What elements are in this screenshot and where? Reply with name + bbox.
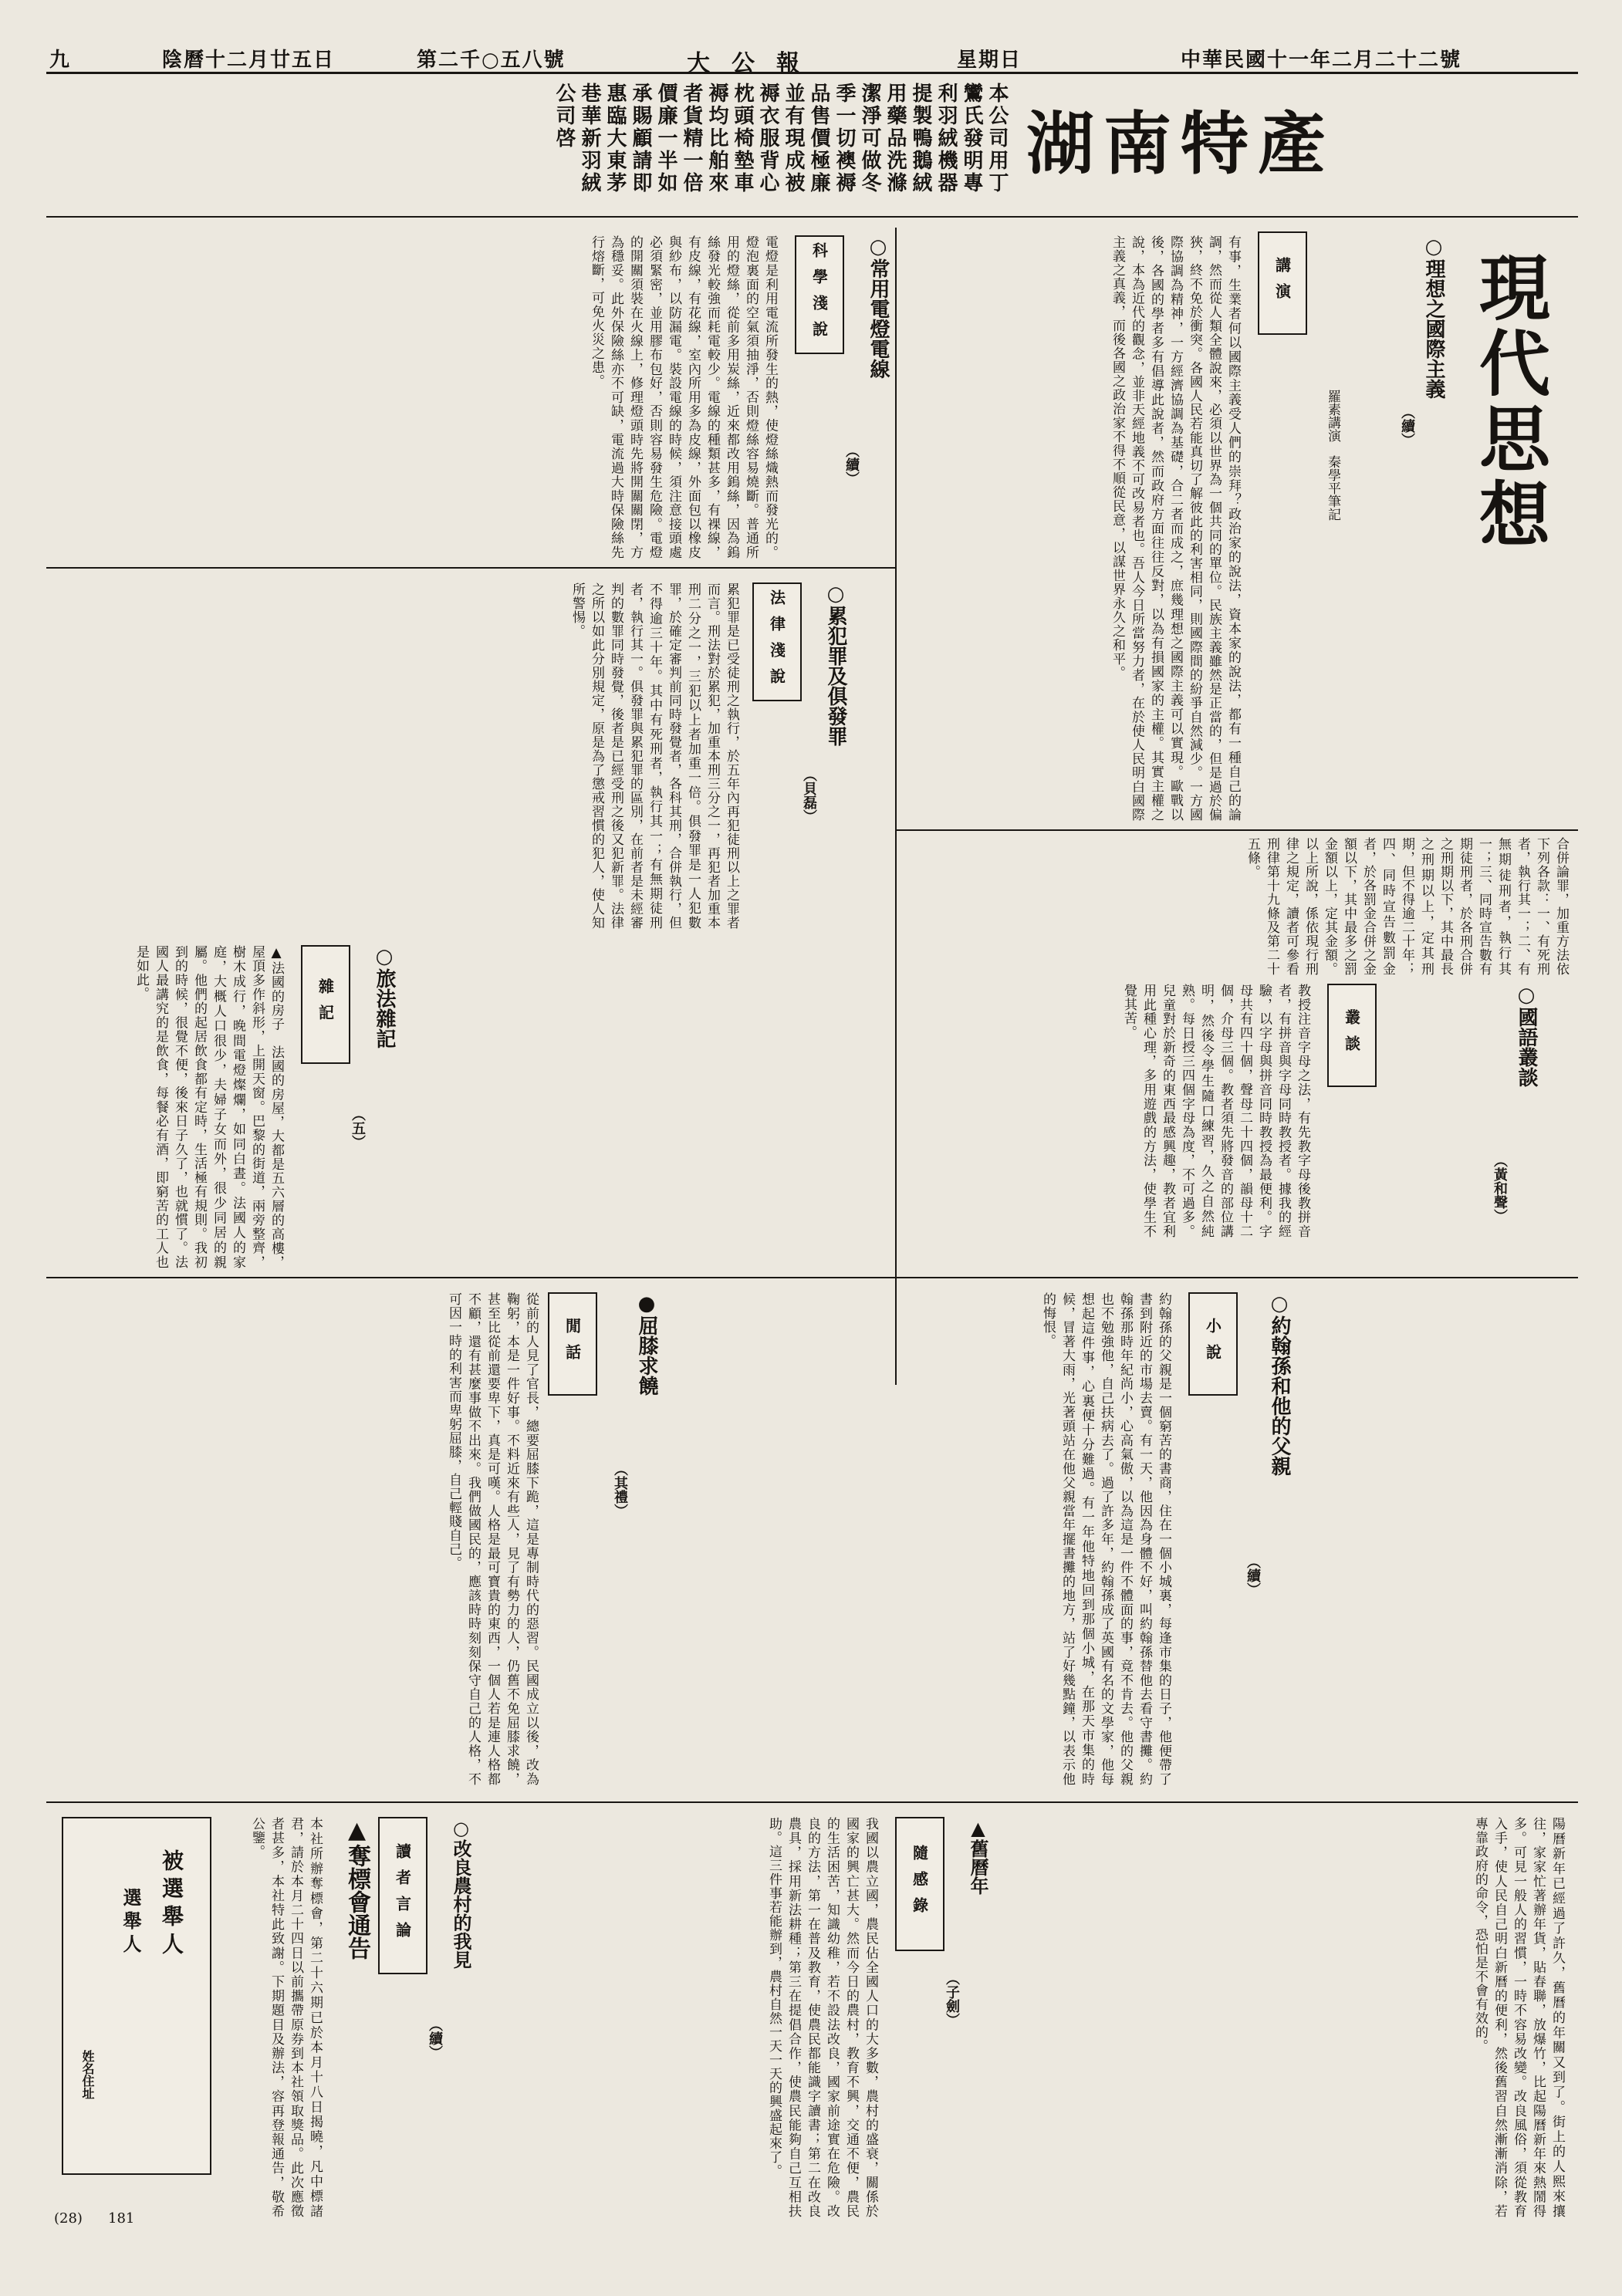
science-sub: （續） xyxy=(843,444,860,485)
essay-box: 隨感錄 xyxy=(895,1817,944,1951)
law-box: 法律淺說 xyxy=(752,582,802,701)
essay-sub: （子劍） xyxy=(944,1971,960,2027)
column-rule xyxy=(895,228,897,1385)
essay-headline: ▲舊曆年 xyxy=(967,1817,989,1895)
travel-box: 雜記 xyxy=(301,945,350,1064)
divider-3 xyxy=(46,1277,1578,1278)
reader-headline: ○改良農村的我見 xyxy=(450,1817,472,1969)
law-sub: （貝磊） xyxy=(801,768,817,823)
gregorian-date: 中華民國十一年二月二十二號 xyxy=(1181,49,1462,72)
essay-body: 陽曆新年已經過了許久，舊曆的年關又到了。街上的人熙來攘往，家家忙著辦年貨，貼春聯，放爆竹，比起陽曆新年來熱鬧得多。可見一般人的習慣，一時不容易改變。改良風俗，須從教育入手，使人民自己明白新曆的便利，然後舊習自然漸漸消除，若專靠政府的命令，恐怕是不會有效的。 xyxy=(1472,1817,1565,2218)
reader-box: 讀者言論 xyxy=(378,1817,427,1974)
science-box: 科學淺說 xyxy=(795,235,844,354)
weekday: 星期日 xyxy=(957,49,1022,72)
chat-box: 閒話 xyxy=(548,1292,597,1396)
travel-headline: ○旅法雜記 xyxy=(373,945,396,1048)
law-body: 累犯罪是已受徒刑之執行，於五年內再犯徒刑以上之罪者而言。刑法對於累犯，加重本刑三分之一，再犯者加重本刑二分之一，三犯以上者加重一倍。俱發罪是一人犯數罪，於確定審判前同時發覺者，各科其刑，合併執行，但不得逾三十年。其中有死刑者，執行其一；有無期徒刑者，執行其一。俱發罪與累犯罪的區別，在前者是未經審判的數罪同時發覺，後者是已經受刑之後又犯新罪。法律之所以如此分別規定，原是為了懲戒習慣的犯人，使人知所警惕。 xyxy=(569,582,739,930)
chat-body: 從前的人見了官長，總要屈膝下跪，這是專制時代的惡習。民國成立以後，改為鞠躬，本是一件好事。不料近來有些人，見了有勢力的人，仍舊不免屈膝求饒，甚至比從前還要卑下，真是可嘆。人格是最可寶貴的東西，一個人若是連人格都不顧，還有甚麼事做不出來。我們做國民的，應該時時刻刻保守自己的人格，不可因一時的利害而卑躬屈膝，自己輕賤自己。 xyxy=(446,1292,539,1786)
law-headline: ○累犯罪及俱發罪 xyxy=(824,582,847,746)
law-cont-body: 合併論罪，加重方法依下列各款：一、有死刑者，執行其一；二、有無期徒刑者，執行其一；三、同時宣告數有期徒刑者，於各刑合併之刑期以下，其中最長之刑期以上，定其刑期，但不得逾二十年；四、同時宣告數罰金者，於各罰金合併之金額以下，其中最多之罰金額以上，定其金額。以上所說，係依現行刑律之規定，讀者可參看刑律第十九條及第二十五條。 xyxy=(1245,837,1569,976)
footer-page-no: (28) xyxy=(54,2210,83,2227)
chat-headline: ●屈膝求饒 xyxy=(635,1292,658,1396)
ad-divider xyxy=(46,216,1578,218)
paper-name: 大公報 xyxy=(687,50,821,77)
ballot-voter: 選舉人 xyxy=(120,1888,142,1957)
newspaper-page xyxy=(46,42,1578,2234)
divider-4 xyxy=(46,1801,1578,1803)
travel-sub: （五） xyxy=(350,1107,366,1149)
masthead xyxy=(46,42,1578,77)
modern-body: 有事，生業者何以國際主義受人們的崇拜？政治家的說法，資本家的說法，都有一種自己的論調，然而從人類全體說來，必須以世界為一個共同的單位。民族主義雖然是正當的，但是過於偏狹，終不免於衝突。各國人民若能真切了解彼此的利害相同，則國際間的紛爭自然減少。一方國際協調為精神，一方經濟協調為基礎，合二者而成之，庶幾理想之國際主義可以實現。歐戰以後，各國的學者多有倡導此說者，然而政府方面往往反對，以為有損國家的主權。其實主權之說，本為近代的觀念，並非天經地義不可改易者也。吾人今日所當努力者，在於使人民明白國際主義之真義，而後各國之政治家不得不順從民意，以謀世界永久之和平。 xyxy=(1110,235,1241,822)
notice-headline: ▲奪標會通告 xyxy=(343,1817,370,1960)
modern-byline: 羅素講演 秦學平筆記 xyxy=(1325,390,1340,521)
divider-1 xyxy=(46,567,895,569)
modern-title: 現代思想 xyxy=(1468,251,1551,553)
page-number: 九 xyxy=(49,49,72,72)
lang-sub: （黃和聲） xyxy=(1492,1153,1508,1223)
reader-body: 我國以農立國，農民佔全國人口的大多數，農村的盛衰，關係於國家的興亡甚大。然而今日的農村，教育不興，交通不便，農民的生活困苦，知識幼稚，若不設法改良，國家前途實在危險。改良的方法，第一在普及教育，使農民都能識字讀書；第二在改良農具，採用新法耕種；第三在提倡合作，使農民能夠自己互相扶助。這三件事若能辦到，農村自然一天一天的興盛起來了。 xyxy=(766,1817,878,2218)
lang-box: 叢談 xyxy=(1327,984,1377,1087)
modern-headline: ○理想之國際主義 xyxy=(1422,235,1445,399)
notice-body: 本社所辦奪標會，第二十六期已於本月十八日揭曉，凡中標諸君，請於本月二十四日以前攜帶原券到本社領取獎品。此次應徵者甚多，本社特此致謝。下期題目及辦法，容再登報通告，敬希 公鑒。 xyxy=(249,1817,323,2232)
ballot-sign: 姓名住址 xyxy=(80,2050,95,2099)
ballot-ticket xyxy=(62,1817,211,2175)
travel-body: ▲法國的房子 法國的房屋，大都是五六層的高樓，屋頂多作斜形，上開天窗。巴黎的街道，兩旁整齊，樹木成行，晚間電燈燦爛，如同白晝。法國人的家庭，大概人口很少，夫婦子女而外，很少同居的親屬。他們的起居飲食都有定時，生活極有規則。我初到的時候，很覺不便，後來日子久了，也就慣了。法國人最講究的是飲食，每餐必有酒，即窮苦的工人也是如此。 xyxy=(133,945,284,1269)
novel-sub: （續） xyxy=(1245,1555,1261,1596)
novel-box: 小說 xyxy=(1188,1292,1238,1396)
ad-body: 本公司用丁鸞氏發明專利羽絨機器提製鴨鵝絨用藥品洗滌潔淨可做冬季一切襖褥品售價極廉並有現成被褥衣服背心枕頭椅墊車褥均比舶來者貨精一倍價廉一半如承賜顧請即惠臨大東茅巷華新羽絨公司啓 xyxy=(552,83,1009,194)
divider-2 xyxy=(895,829,1578,831)
lang-body: 教授注音字母之法，有先教字母後教拼音者，有拼音與字母同時教授者。據我的經驗，以字母與拼音同時教授為最便利。字母共有四十個，聲母二十四個，韻母十二個，介母三個。教者須先將發音的部位講明，然後令學生隨口練習，久之自然純熟。每日授三四個字母為度，不可過多。兒童對於新奇的東西最感興趣，教者宜利用此種心理，多用遊戲的方法，使學生不覺其苦。 xyxy=(1121,984,1310,1238)
chat-sub: （其禮） xyxy=(612,1462,628,1518)
lang-headline: ○國語叢談 xyxy=(1515,984,1538,1087)
ballot-title: 被選舉人 xyxy=(159,1849,184,1960)
issue-number: 第二千○五八號 xyxy=(417,49,566,72)
modern-box: 講演 xyxy=(1258,231,1307,335)
ad-title: 湖南特產 xyxy=(1026,103,1336,184)
science-body: 電燈是利用電流所發生的熱，使燈絲熾熱而發光的。燈泡裏面的空氣須抽淨，否則燈絲容易燒斷。普通所用的燈絲，從前多用炭絲，近來都改用鎢絲，因為鎢絲發光較強而耗電較少。電線的種類甚多，有裸線，有皮線，有花線，室內所用多為皮線，外面包以橡皮與紗布，以防漏電。裝設電線的時候，須注意接頭處必須緊密，並用膠布包好，否則容易發生危險。電燈的開關須裝在火線上，修理燈頭時先將開關關閉，方為穩妥。此外保險絲亦不可缺，電流過大時保險絲先行熔斷，可免火災之患。 xyxy=(589,235,778,559)
footer-ref: 181 xyxy=(108,2210,135,2227)
novel-body: 約翰孫的父親是一個窮苦的書商，住在一個小城裏，每逢市集的日子，他便帶了書到附近的市場去賣。有一天，他因為身體不好，叫約翰孫替他去看守書攤。約翰孫那時年紀尚小，心高氣傲，以為這是一件不體面的事，竟不肯去。他的父親也不勉強他，自己扶病去了。過了許多年，約翰孫成了英國有名的文學家，他每想起這件事，心裏便十分難過。有一年他特地回到那個小城，在那天市集的時候，冒著大雨，光著頭站在他父親當年擺書攤的地方，站了好幾點鐘，以表示他的悔恨。 xyxy=(1040,1292,1171,1786)
reader-sub: （續） xyxy=(427,2017,443,2059)
science-headline: ○常用電燈電線 xyxy=(867,235,890,379)
modern-sub: （續） xyxy=(1399,405,1415,447)
lunar-date: 陰曆十二月廿五日 xyxy=(162,49,336,72)
novel-headline: ○約翰孫和他的父親 xyxy=(1268,1292,1291,1476)
